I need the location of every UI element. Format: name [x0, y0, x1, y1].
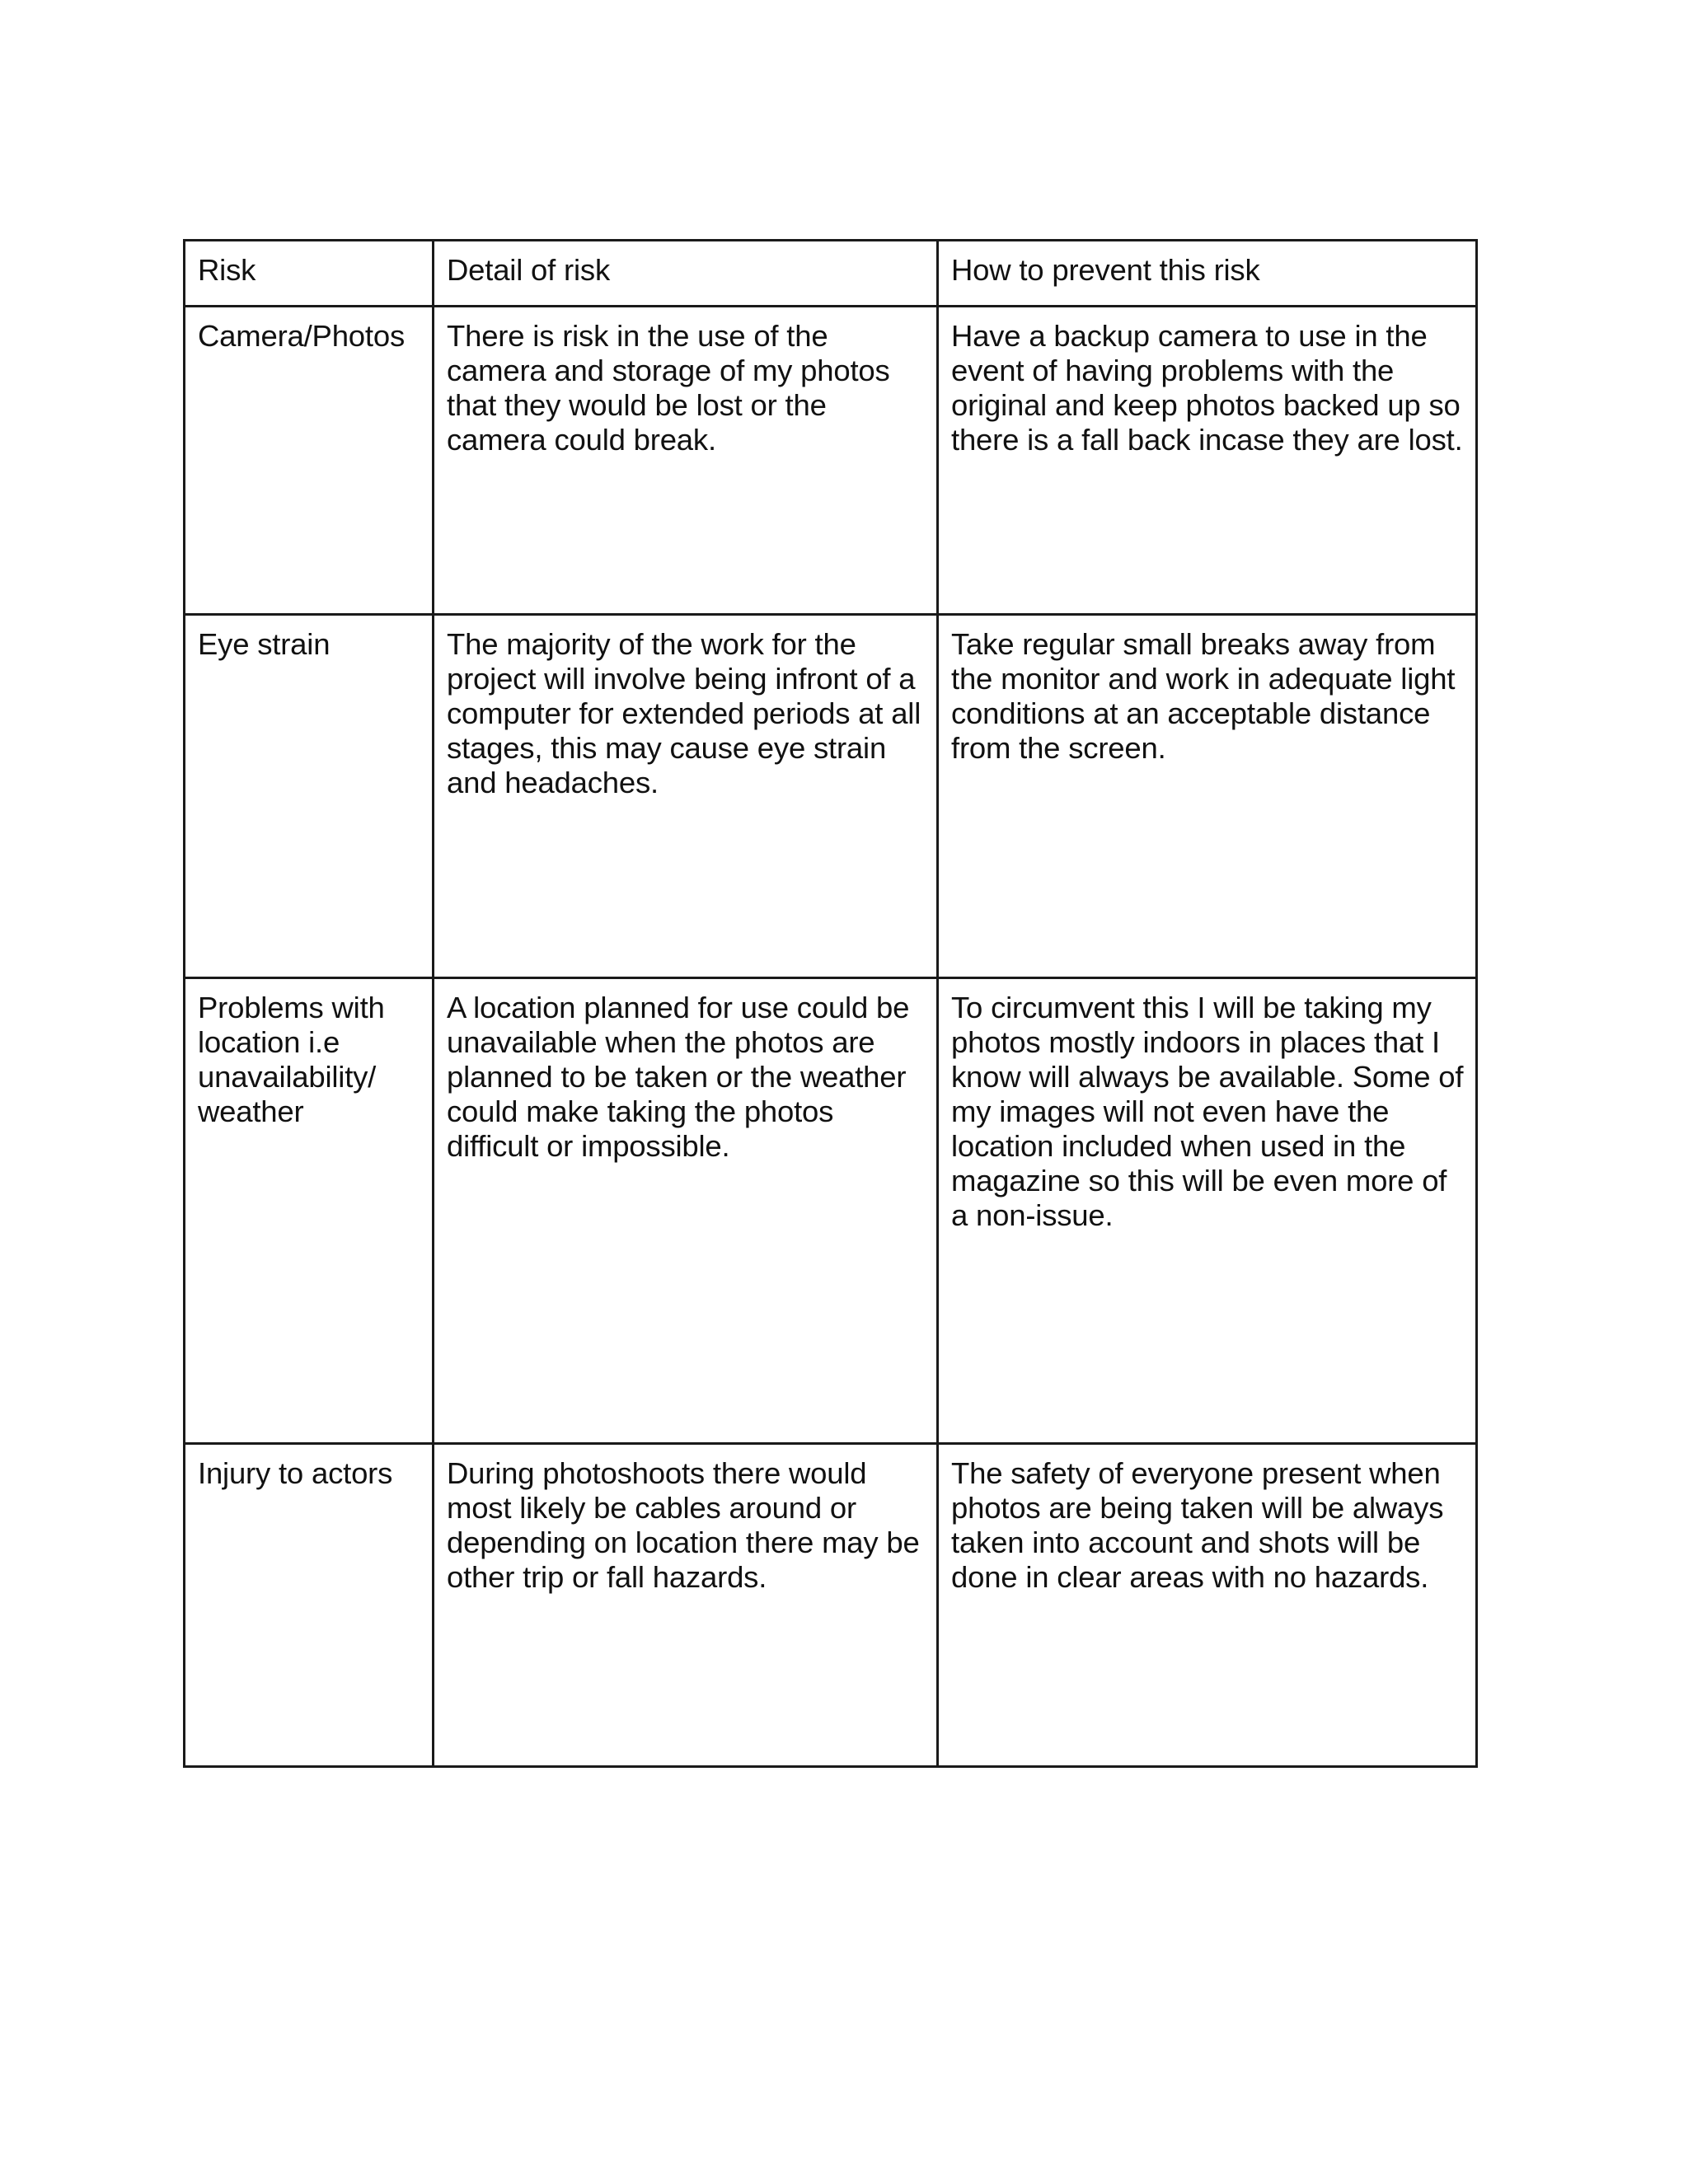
header-cell-detail	[434, 241, 938, 307]
detail-text: There is risk in the use of the camera and storage of my photos that they would be lost or the camera could break.	[447, 319, 890, 457]
header-cell-prevention	[938, 241, 1477, 307]
detail-cell	[434, 615, 938, 978]
risk-text: Problems with location i.e unavailability/ weather	[198, 991, 385, 1128]
risk-cell	[185, 978, 434, 1444]
prevention-cell	[938, 615, 1477, 978]
detail-cell	[434, 307, 938, 615]
table-row	[185, 307, 1477, 615]
detail-cell	[434, 978, 938, 1444]
prevention-cell	[938, 978, 1477, 1444]
risk-cell	[185, 1444, 434, 1767]
detail-text: A location planned for use could be unavailable when the photos are planned to be taken or the weather could make taking the photos difficult or impossible.	[447, 991, 910, 1163]
detail-text: During photoshoots there would most likely be cables around or depending on location there may be other trip or fall hazards.	[447, 1456, 920, 1594]
table-row	[185, 978, 1477, 1444]
table-row	[185, 615, 1477, 978]
header-risk-label: Risk	[198, 253, 256, 287]
prevention-text: Have a backup camera to use in the event of having problems with the original and keep photos backed up so there is a fall back incase they are lost.	[951, 319, 1463, 457]
table-header-row	[185, 241, 1477, 307]
table-row	[185, 1444, 1477, 1767]
risk-text: Injury to actors	[198, 1456, 393, 1490]
risk-text: Eye strain	[198, 627, 331, 661]
detail-text: The majority of the work for the project will involve being infront of a computer for extended periods at all stages, this may cause eye strain and headaches.	[447, 627, 921, 799]
header-cell-risk	[185, 241, 434, 307]
risk-cell	[185, 307, 434, 615]
prevention-text: The safety of everyone present when photos are being taken will be always taken into account and shots will be done in clear areas with no hazards.	[951, 1456, 1444, 1594]
detail-cell	[434, 1444, 938, 1767]
risk-cell	[185, 615, 434, 978]
header-detail-label: Detail of risk	[447, 253, 611, 287]
prevention-text: Take regular small breaks away from the monitor and work in adequate light conditions at an acceptable distance from the screen.	[951, 627, 1456, 765]
risk-assessment-table	[183, 239, 1478, 1768]
prevention-cell	[938, 1444, 1477, 1767]
prevention-text: To circumvent this I will be taking my photos mostly indoors in places that I know will always be available. Some of my images will not even have the location included when used in the magazine so this will be even more of a non-issue.	[951, 991, 1464, 1232]
prevention-cell	[938, 307, 1477, 615]
header-prevention-label: How to prevent this risk	[951, 253, 1260, 287]
risk-text: Camera/Photos	[198, 319, 405, 353]
